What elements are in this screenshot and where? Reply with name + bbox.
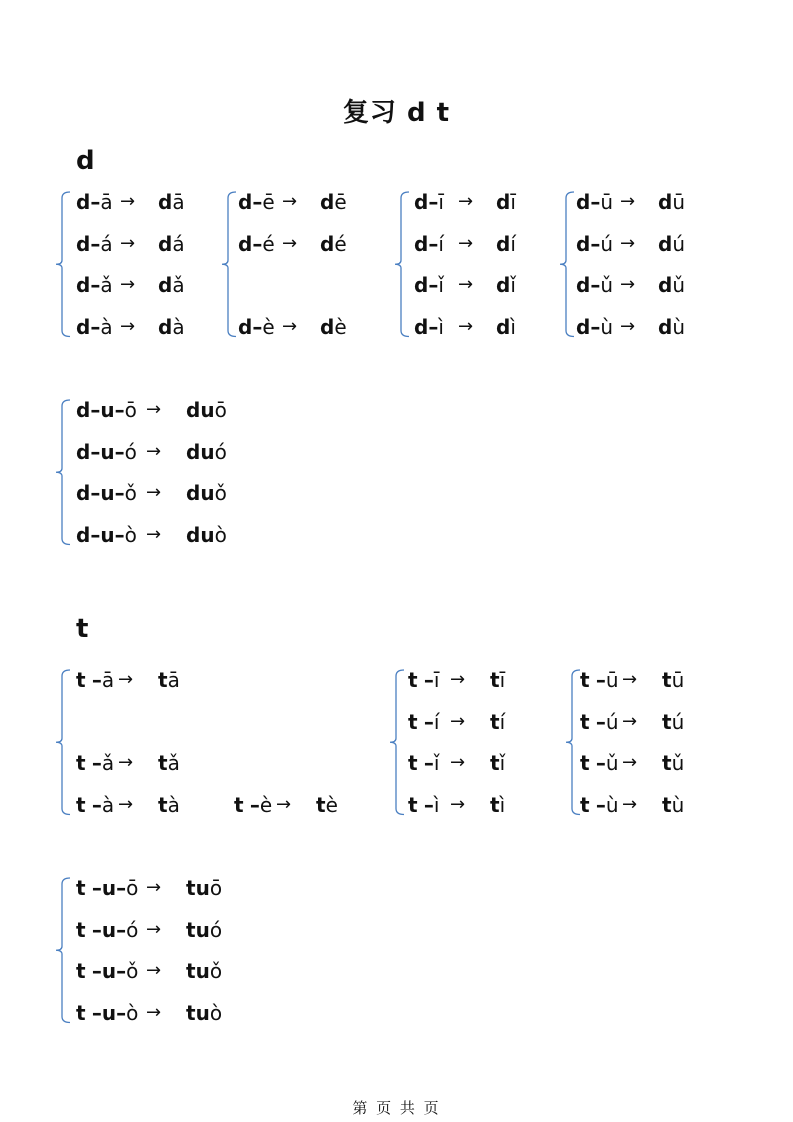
arrow-right-icon: → <box>450 669 466 690</box>
syllable-result: tuō <box>186 876 223 900</box>
syllable-parts: t –u–ō <box>76 876 139 900</box>
syllable-result: dù <box>658 314 686 339</box>
syllable-result: dè <box>320 314 347 339</box>
syllable-parts: t –ū <box>580 668 619 692</box>
arrow-right-icon: → <box>282 315 298 337</box>
syllable-parts: d–ē <box>238 190 275 214</box>
syllable-parts: d–ǐ <box>414 273 444 297</box>
bracket-icon <box>556 190 578 339</box>
syllable-result: dú <box>658 231 686 256</box>
syllable-result: tī <box>490 668 506 692</box>
page-title: 复习 d t <box>342 98 451 128</box>
syllable-result: tà <box>158 792 180 817</box>
syllable-parts: t –ú <box>580 709 619 734</box>
arrow-right-icon: → <box>146 399 162 420</box>
syllable-result: dá <box>158 231 185 256</box>
arrow-right-icon: → <box>146 918 162 940</box>
syllable-result: duó <box>186 439 227 464</box>
arrow-right-icon: → <box>118 752 134 773</box>
arrow-right-icon: → <box>146 523 162 545</box>
arrow-right-icon: → <box>622 669 638 690</box>
syllable-parts: t –ì <box>408 792 440 817</box>
syllable-parts: d–í <box>414 231 444 256</box>
arrow-right-icon: → <box>622 793 638 815</box>
syllable-result: tǐ <box>490 751 506 775</box>
syllable-parts: d–u–ó <box>76 439 137 464</box>
syllable-parts: t –u–ǒ <box>76 959 139 983</box>
syllable-result: tā <box>158 668 180 692</box>
arrow-right-icon: → <box>620 274 636 295</box>
syllable-parts: t –è <box>234 793 273 817</box>
syllable-result: dǎ <box>158 273 185 297</box>
arrow-right-icon: → <box>622 710 638 732</box>
syllable-result: dǐ <box>496 273 516 297</box>
arrow-right-icon: → <box>120 232 136 254</box>
page-footer: 第 页 共 页 <box>352 1099 441 1117</box>
bracket-icon <box>218 190 240 339</box>
syllable-result: tuò <box>186 1000 223 1025</box>
syllable-result: dì <box>496 314 516 339</box>
arrow-right-icon: → <box>450 752 466 773</box>
syllable-result: duǒ <box>186 481 227 505</box>
bracket-icon <box>52 190 74 339</box>
syllable-parts: d–ǔ <box>576 273 614 297</box>
bracket-icon <box>52 876 74 1025</box>
section-d-heading: d <box>76 146 95 176</box>
arrow-right-icon: → <box>282 232 298 254</box>
syllable-result: tuó <box>186 917 223 942</box>
arrow-right-icon: → <box>620 232 636 254</box>
arrow-right-icon: → <box>450 793 466 815</box>
arrow-right-icon: → <box>276 794 292 815</box>
arrow-right-icon: → <box>620 191 636 212</box>
syllable-result: dà <box>158 314 185 339</box>
arrow-right-icon: → <box>118 669 134 690</box>
arrow-right-icon: → <box>450 710 466 732</box>
syllable-result: tú <box>662 709 685 734</box>
syllable-result: tuǒ <box>186 959 223 983</box>
bracket-icon <box>52 668 74 817</box>
syllable-result: tè <box>316 793 338 817</box>
syllable-parts: d–é <box>238 231 275 256</box>
syllable-parts: t –ī <box>408 668 440 692</box>
syllable-result: dū <box>658 190 686 214</box>
arrow-right-icon: → <box>282 191 298 212</box>
arrow-right-icon: → <box>458 232 474 254</box>
syllable-parts: t –ǔ <box>580 751 619 775</box>
syllable-result: dī <box>496 190 516 214</box>
syllable-parts: d–ī <box>414 190 444 214</box>
syllable-parts: d–ā <box>76 190 113 214</box>
syllable-parts: d–ū <box>576 190 614 214</box>
syllable-parts: d–u–ǒ <box>76 481 137 505</box>
syllable-result: tǔ <box>662 751 685 775</box>
arrow-right-icon: → <box>146 877 162 898</box>
syllable-parts: d–u–ō <box>76 398 137 422</box>
syllable-parts: d–ì <box>414 314 444 339</box>
syllable-result: dē <box>320 190 347 214</box>
syllable-parts: d–è <box>238 314 275 339</box>
syllable-result: tǎ <box>158 751 180 775</box>
syllable-parts: d–ù <box>576 314 614 339</box>
section-t-heading: t <box>76 614 89 644</box>
arrow-right-icon: → <box>458 274 474 295</box>
syllable-result: tū <box>662 668 685 692</box>
arrow-right-icon: → <box>458 315 474 337</box>
arrow-right-icon: → <box>120 274 136 295</box>
syllable-parts: t –ǎ <box>76 751 115 775</box>
arrow-right-icon: → <box>620 315 636 337</box>
syllable-result: dǔ <box>658 273 686 297</box>
arrow-right-icon: → <box>146 440 162 462</box>
arrow-right-icon: → <box>146 960 162 981</box>
syllable-parts: d–ǎ <box>76 273 113 297</box>
syllable-result: tù <box>662 792 685 817</box>
syllable-parts: t –u–ó <box>76 917 139 942</box>
syllable-result: dé <box>320 231 347 256</box>
syllable-parts: t –à <box>76 792 115 817</box>
syllable-result: tí <box>490 709 506 734</box>
syllable-result: dā <box>158 190 185 214</box>
arrow-right-icon: → <box>120 191 136 212</box>
syllable-result: tì <box>490 792 506 817</box>
arrow-right-icon: → <box>146 1001 162 1023</box>
syllable-parts: d–á <box>76 231 113 256</box>
syllable-parts: d–à <box>76 314 113 339</box>
bracket-icon <box>52 398 74 547</box>
syllable-result: duō <box>186 398 227 422</box>
syllable-result: duò <box>186 522 227 547</box>
syllable-result: dí <box>496 231 516 256</box>
syllable-parts: t –ǐ <box>408 751 440 775</box>
syllable-parts: d–ú <box>576 231 614 256</box>
syllable-parts: t –ā <box>76 668 115 692</box>
syllable-parts: t –í <box>408 709 440 734</box>
arrow-right-icon: → <box>458 191 474 212</box>
syllable-parts: d–u–ò <box>76 522 137 547</box>
bracket-icon <box>386 668 408 817</box>
arrow-right-icon: → <box>622 752 638 773</box>
syllable-parts: t –ù <box>580 792 619 817</box>
arrow-right-icon: → <box>146 482 162 503</box>
arrow-right-icon: → <box>120 315 136 337</box>
bracket-icon <box>391 190 413 339</box>
syllable-parts: t –u–ò <box>76 1000 139 1025</box>
arrow-right-icon: → <box>118 793 134 815</box>
